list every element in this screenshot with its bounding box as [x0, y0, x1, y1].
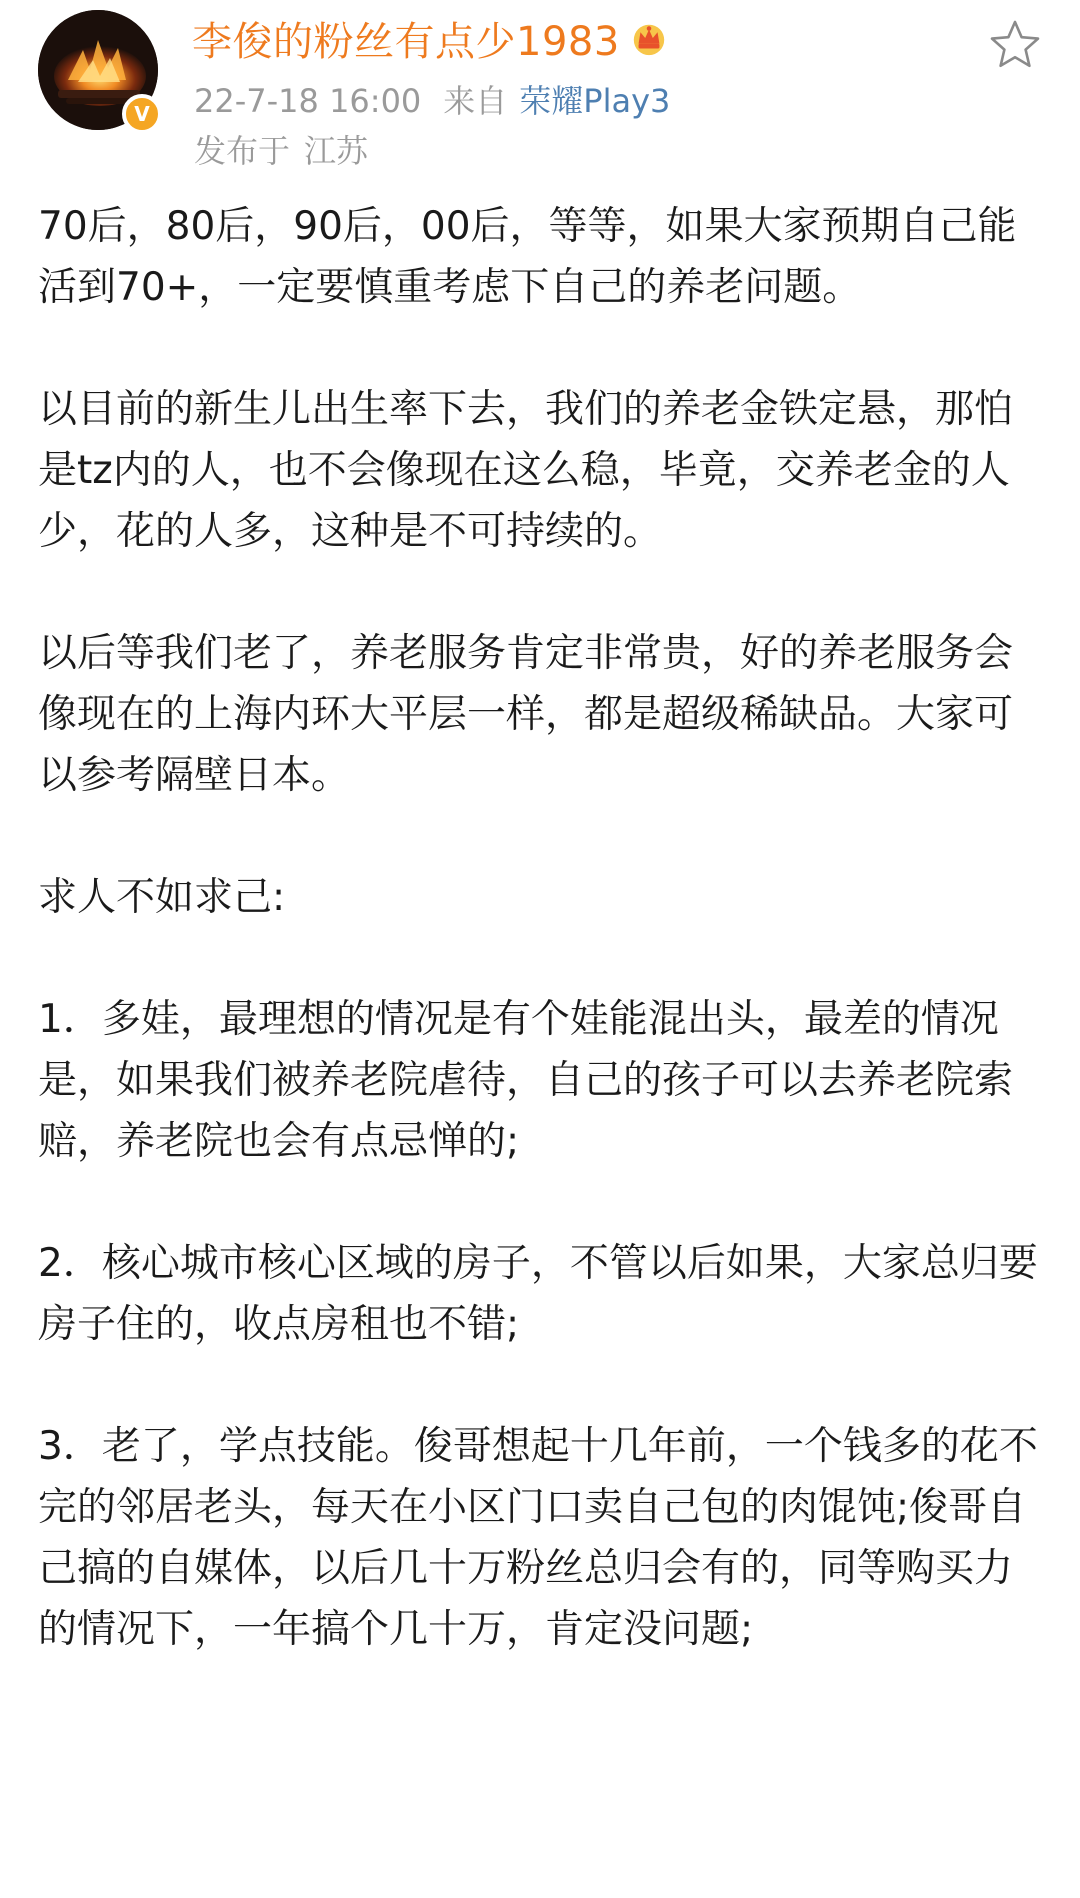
post-date: 22-7-18 16:00 — [194, 82, 422, 120]
list-item: 2．核心城市核心区域的房子，不管以后如果，大家总归要房子住的，收点房租也不错; — [38, 1241, 1038, 1347]
paragraph: 以后等我们老了，养老服务肯定非常贵，好的养老服务会像现在的上海内环大平层一样，都是超级稀缺品。大家可以参考隔壁日本。 — [38, 631, 1014, 798]
avatar[interactable] — [38, 10, 158, 130]
verified-badge-icon: V — [122, 94, 162, 134]
star-outline-icon[interactable] — [988, 18, 1042, 72]
location-label: 发布于 — [194, 132, 291, 170]
paragraph: 70后，80后，90后，00后，等等，如果大家预期自己能活到70+，一定要慎重考虑下自己的养老问题。 — [38, 204, 1017, 310]
post-meta — [194, 76, 670, 122]
device-link[interactable]: 荣耀Play3 — [519, 82, 671, 120]
post-header — [0, 0, 1080, 200]
username-link[interactable]: 李俊的粉丝有点少1983 — [192, 18, 620, 65]
from-label: 来自 — [443, 82, 508, 120]
list-item: 3．老了，学点技能。俊哥想起十几年前，一个钱多的花不完的邻居老头，每天在小区门口卖自己包的肉馄饨;俊哥自己搞的自媒体，以后几十万粉丝总归会有的，同等购买力的情况下，一年搞个几十万，肯定没问题; — [38, 1424, 1038, 1652]
post-body — [38, 196, 1048, 1721]
list-item: 1．多娃，最理想的情况是有个娃能混出头，最差的情况是，如果我们被养老院虐待，自己的孩子可以去养老院索赔，养老院也会有点忌惮的; — [38, 997, 1014, 1164]
crown-icon — [630, 19, 668, 57]
post-location — [194, 126, 368, 172]
paragraph: 求人不如求己: — [38, 875, 286, 920]
username-row — [192, 12, 668, 64]
location-name: 江苏 — [304, 132, 369, 170]
paragraph: 以目前的新生儿出生率下去，我们的养老金铁定悬，那怕是tz内的人，也不会像现在这么稳，毕竟，交养老金的人少，花的人多，这种是不可持续的。 — [38, 387, 1014, 554]
